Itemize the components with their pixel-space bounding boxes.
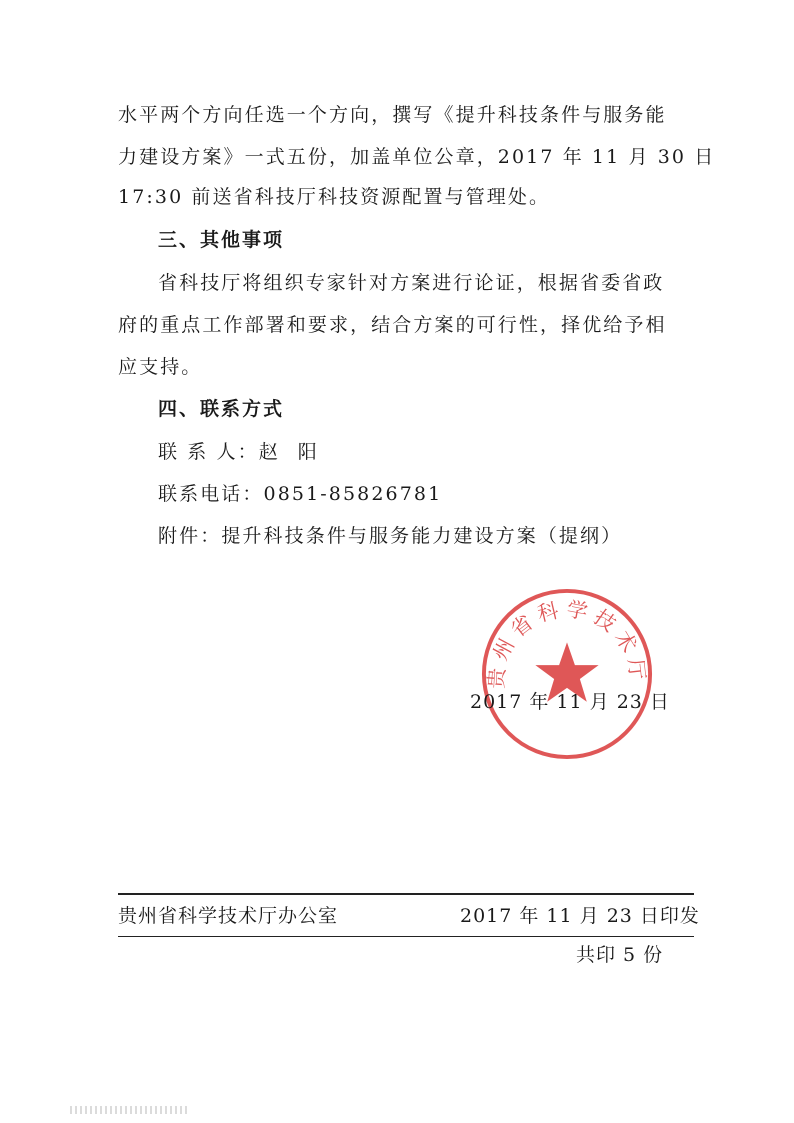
footer-office: 贵州省科学技术厅办公室 xyxy=(118,905,339,927)
section-heading-other: 三、其他事项 xyxy=(158,229,285,251)
signature-date: 2017 年 11 月 23 日 xyxy=(470,691,670,713)
body-text-line: 府的重点工作部署和要求，结合方案的可行性，择优给予相 xyxy=(118,314,667,336)
official-seal xyxy=(478,585,656,763)
attachment-title: 提升科技条件与服务能力建设方案（提纲） xyxy=(221,525,623,547)
scan-artifact xyxy=(70,1106,190,1114)
contact-person-row xyxy=(158,440,319,464)
attachment-row xyxy=(158,524,622,548)
body-text-line: 力建设方案》一式五份，加盖单位公章，2017 年 11 月 30 日 xyxy=(118,146,716,168)
footer-top-rule xyxy=(118,893,694,895)
footer-copies: 共印 5 份 xyxy=(576,944,664,966)
contact-person-surname: 赵 xyxy=(258,441,280,463)
svg-text:贵州省科学技术厅: 贵州省科学技术厅 xyxy=(483,596,651,690)
contact-phone-number: 0851-85826781 xyxy=(263,483,443,505)
contact-person-name: 阳 xyxy=(297,441,319,463)
body-text-line: 省科技厅将组织专家针对方案进行论证，根据省委省政 xyxy=(158,272,665,294)
footer-print-date: 2017 年 11 月 23 日印发 xyxy=(460,905,700,927)
body-text-line: 应支持。 xyxy=(118,356,203,378)
body-text-line: 水平两个方向任选一个方向，撰写《提升科技条件与服务能 xyxy=(118,104,667,126)
contact-person-label: 联 系 人： xyxy=(158,441,259,463)
section-heading-contact: 四、联系方式 xyxy=(158,398,285,420)
contact-phone-row xyxy=(158,482,442,506)
attachment-label: 附件： xyxy=(158,525,222,547)
body-text-line: 17:30 前送省科技厅科技资源配置与管理处。 xyxy=(118,186,551,208)
footer-middle-rule xyxy=(118,936,694,937)
contact-phone-label: 联系电话： xyxy=(158,483,264,505)
